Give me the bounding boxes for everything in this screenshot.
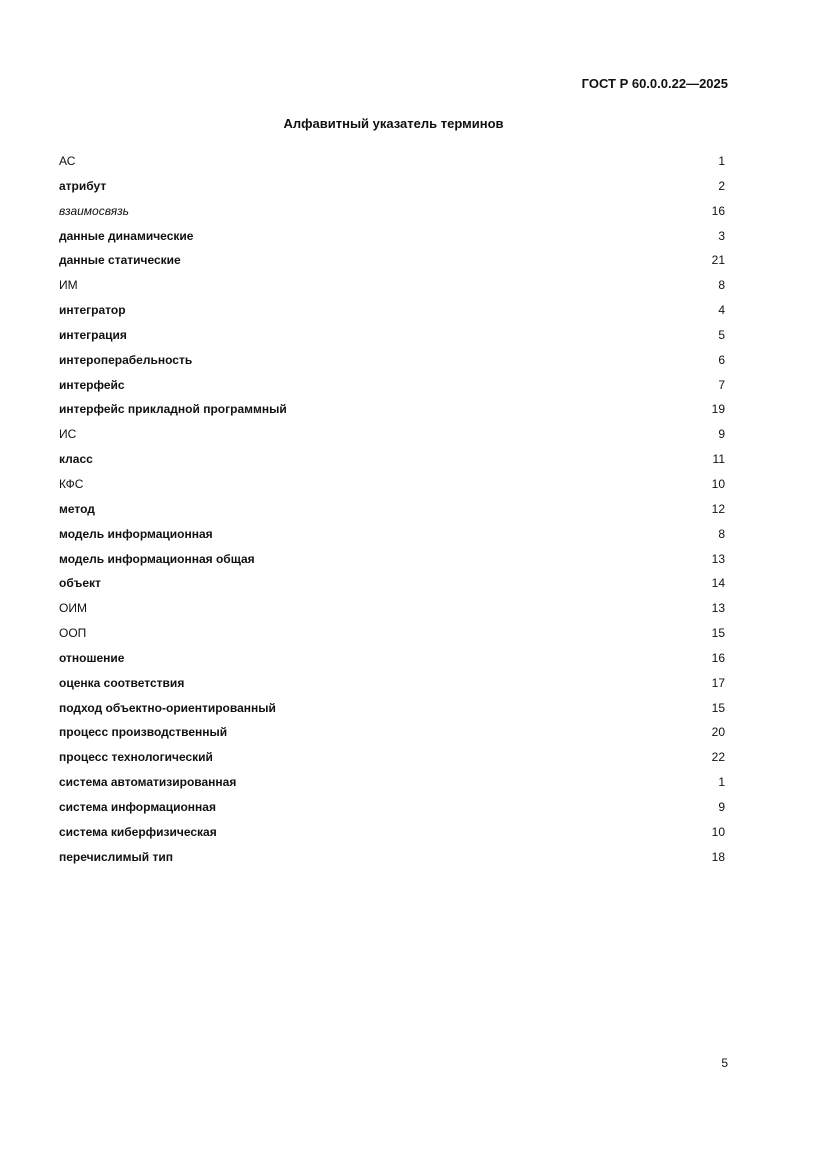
index-term: атрибут xyxy=(59,178,107,193)
term-number: 14 xyxy=(711,576,725,591)
index-term: интерфейс xyxy=(59,377,125,392)
index-entry xyxy=(59,576,725,601)
index-entry xyxy=(59,328,725,353)
document-code: ГОСТ Р 60.0.0.22—2025 xyxy=(581,76,728,91)
term-number: 10 xyxy=(711,824,725,839)
index-entry xyxy=(59,601,725,626)
index-term: система автоматизированная xyxy=(59,775,237,790)
index-entry xyxy=(59,502,725,527)
term-number: 5 xyxy=(718,327,725,342)
index-term: оценка соответствия xyxy=(59,675,185,690)
index-term: интерфейс прикладной программный xyxy=(59,402,287,417)
index-entry xyxy=(59,427,725,452)
index-entry xyxy=(59,701,725,726)
term-number: 20 xyxy=(711,725,725,740)
index-entry xyxy=(59,527,725,552)
index-title: Алфавитный указатель терминов xyxy=(283,116,504,131)
index-term: метод xyxy=(59,501,95,516)
term-number: 12 xyxy=(711,501,725,516)
term-number: 21 xyxy=(711,253,725,268)
index-entry xyxy=(59,278,725,303)
index-term: перечислимый тип xyxy=(59,849,173,864)
index-term: ОИМ xyxy=(59,601,87,616)
index-entry xyxy=(59,452,725,477)
term-number: 17 xyxy=(711,675,725,690)
index-entry xyxy=(59,253,725,278)
term-number: 1 xyxy=(718,775,725,790)
term-number: 18 xyxy=(711,849,725,864)
term-number: 13 xyxy=(711,551,725,566)
index-entry xyxy=(59,402,725,427)
term-number: 9 xyxy=(718,427,725,442)
index-term: отношение xyxy=(59,650,125,665)
index-entry xyxy=(59,825,725,850)
index-entry xyxy=(59,303,725,328)
index-entry xyxy=(59,552,725,577)
index-term: подход объектно-ориентированный xyxy=(59,700,276,715)
index-entry xyxy=(59,750,725,775)
term-number: 9 xyxy=(718,799,725,814)
term-number: 4 xyxy=(718,303,725,318)
index-term: система киберфизическая xyxy=(59,824,217,839)
index-term: модель информационная общая xyxy=(59,551,255,566)
index-term: КФС xyxy=(59,476,84,491)
term-number: 22 xyxy=(711,750,725,765)
index-entry xyxy=(59,676,725,701)
term-number: 16 xyxy=(711,203,725,218)
term-number: 10 xyxy=(711,476,725,491)
index-term: ООП xyxy=(59,626,87,641)
index-term: АС xyxy=(59,154,76,168)
term-number: 6 xyxy=(718,352,725,367)
index-entry xyxy=(59,353,725,378)
index-term: система информационная xyxy=(59,799,216,814)
term-number: 1 xyxy=(718,154,725,168)
page-number: 5 xyxy=(721,1056,728,1070)
index-term: данные динамические xyxy=(59,228,194,243)
index-entry xyxy=(59,477,725,502)
term-number: 13 xyxy=(711,601,725,616)
index-term: процесс производственный xyxy=(59,725,228,740)
term-index-list xyxy=(59,154,725,874)
index-term: интегратор xyxy=(59,303,126,318)
index-entry xyxy=(59,179,725,204)
index-term: класс xyxy=(59,452,93,467)
index-entry xyxy=(59,229,725,254)
term-number: 15 xyxy=(711,700,725,715)
index-term: объект xyxy=(59,576,101,591)
term-number: 7 xyxy=(718,377,725,392)
index-entry xyxy=(59,775,725,800)
index-term: данные статические xyxy=(59,253,181,268)
index-entry xyxy=(59,626,725,651)
index-entry xyxy=(59,725,725,750)
index-term: интероперабельность xyxy=(59,352,193,367)
index-term: взаимосвязь xyxy=(59,203,129,218)
term-number: 2 xyxy=(718,178,725,193)
index-entry xyxy=(59,204,725,229)
index-entry xyxy=(59,651,725,676)
term-number: 8 xyxy=(718,278,725,293)
term-number: 16 xyxy=(711,650,725,665)
index-entry xyxy=(59,850,725,875)
term-number: 15 xyxy=(711,626,725,641)
index-entry xyxy=(59,154,725,179)
term-number: 19 xyxy=(711,402,725,417)
index-entry xyxy=(59,800,725,825)
index-entry xyxy=(59,378,725,403)
index-term: ИМ xyxy=(59,278,78,293)
index-term: интеграция xyxy=(59,327,127,342)
index-term: модель информационная xyxy=(59,526,213,541)
term-number: 11 xyxy=(712,452,725,467)
index-term: ИС xyxy=(59,427,77,442)
term-number: 8 xyxy=(718,526,725,541)
index-term: процесс технологический xyxy=(59,750,213,765)
term-number: 3 xyxy=(718,228,725,243)
